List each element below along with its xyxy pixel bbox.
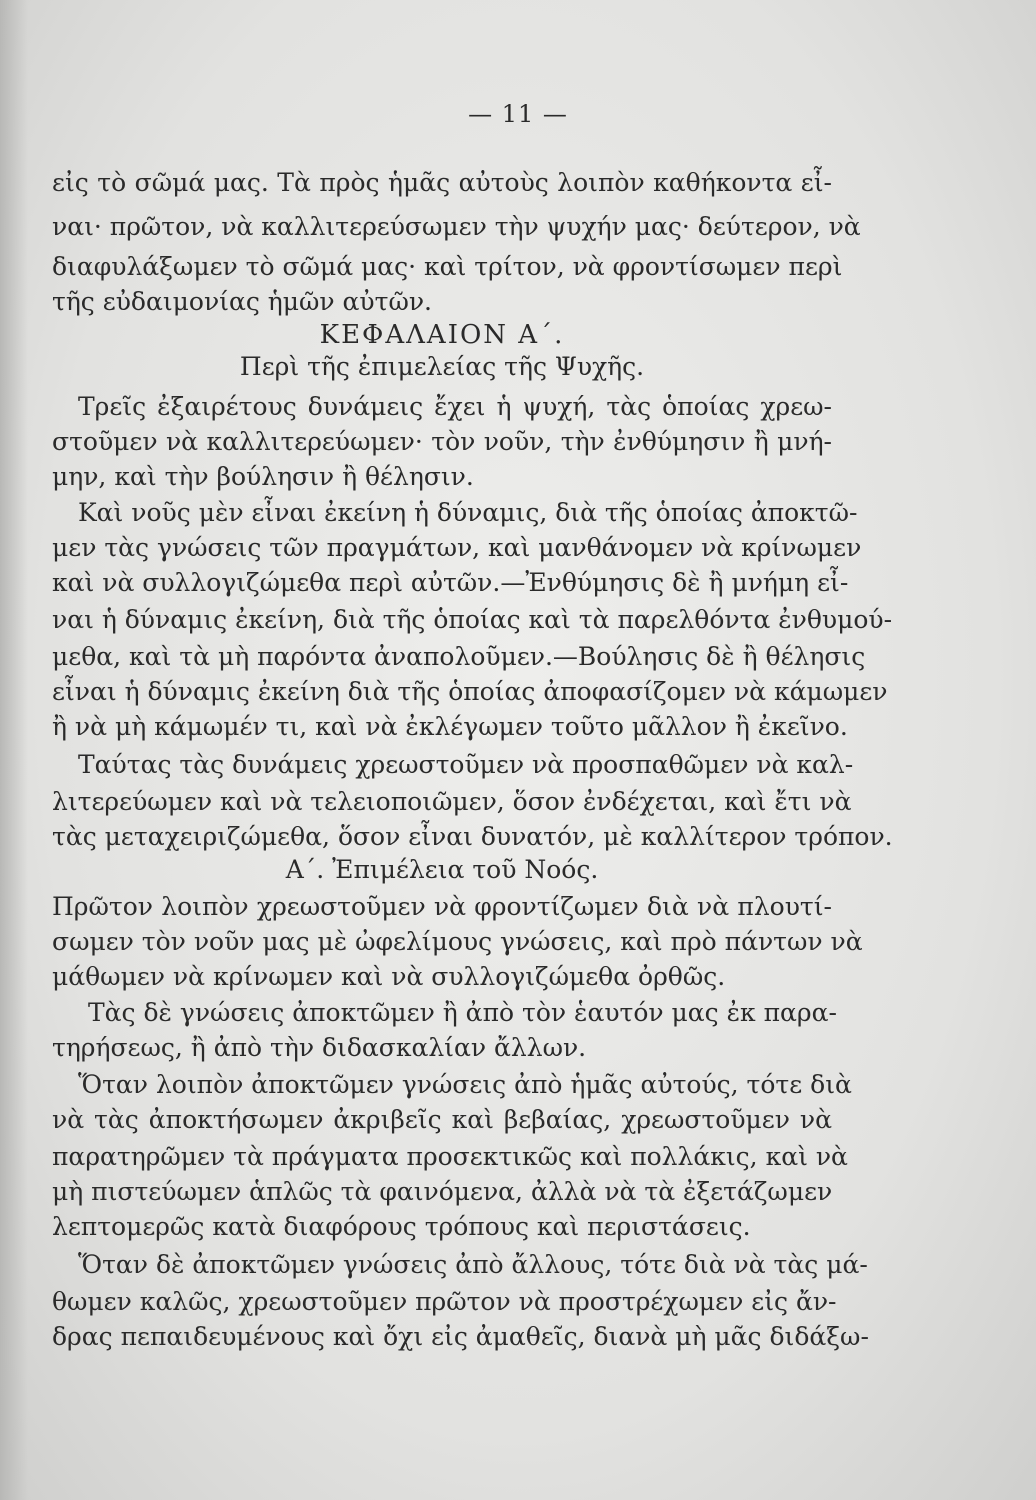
chapter-subtitle: Περὶ τῆς ἐπιμελείας τῆς Ψυχῆς. xyxy=(239,352,645,381)
text-line: λιτερεύωμεν καὶ νὰ τελειοποιῶμεν, ὅσον ἐνδέχεται, καὶ ἔτι νὰ xyxy=(52,787,852,816)
text-line: μάθωμεν νὰ κρίνωμεν καὶ νὰ συλλογιζώμεθα ὀρθῶς. xyxy=(52,962,726,991)
text-line: Ὅταν δὲ ἀποκτῶμεν γνώσεις ἀπὸ ἄλλους, τότε διὰ νὰ τὰς μά- xyxy=(78,1250,868,1279)
text-line: νὰ τὰς ἀποκτήσωμεν ἀκριβεῖς καὶ βεβαίας, χρεωστοῦμεν νὰ xyxy=(52,1105,832,1134)
text-line: ναι ἡ δύναμις ἐκείνη, διὰ τῆς ὁποίας καὶ τὰ παρελθόντα ἐνθυμού- xyxy=(52,605,893,634)
text-line: μην, καὶ τὴν βούλησιν ἢ θέλησιν. xyxy=(52,462,474,491)
text-line: τῆς εὐδαιμονίας ἡμῶν αὐτῶν. xyxy=(52,287,432,316)
text-line: τηρήσεως, ἢ ἀπὸ τὴν διδασκαλίαν ἄλλων. xyxy=(52,1033,587,1062)
text-line: ἢ νὰ μὴ κάμωμέν τι, καὶ νὰ ἐκλέγωμεν τοῦτο μᾶλλον ἢ ἐκεῖνο. xyxy=(52,712,848,741)
text-line: διαφυλάξωμεν τὸ σῶμά μας· καὶ τρίτον, νὰ φροντίσωμεν περὶ xyxy=(52,252,843,281)
text-line: καὶ νὰ συλλογιζώμεθα περὶ αὐτῶν.—Ἐνθύμησις δὲ ἢ μνήμη εἶ- xyxy=(52,568,849,597)
text-line: λεπτομερῶς κατὰ διαφόρους τρόπους καὶ περιστάσεις. xyxy=(52,1212,751,1241)
text-line: Ταύτας τὰς δυνάμεις χρεωστοῦμεν νὰ προσπαθῶμεν νὰ καλ- xyxy=(78,750,854,779)
text-line: Τρεῖς ἐξαιρέτους δυνάμεις ἔχει ἡ ψυχή, τὰς ὁποίας χρεω- xyxy=(78,392,832,421)
text-line: εἶναι ἡ δύναμις ἐκείνη διὰ τῆς ὁποίας ἀποφασίζομεν νὰ κάμωμεν xyxy=(52,677,888,706)
text-line: Πρῶτον λοιπὸν χρεωστοῦμεν νὰ φροντίζωμεν διὰ νὰ πλουτί- xyxy=(52,892,832,921)
text-line: σωμεν τὸν νοῦν μας μὲ ὠφελίμους γνώσεις, καὶ πρὸ πάντων νὰ xyxy=(52,927,863,956)
section-title: Α΄. Ἐπιμέλεια τοῦ Νοός. xyxy=(285,855,599,884)
text-line: εἰς τὸ σῶμά μας. Τὰ πρὸς ἡμᾶς αὐτοὺς λοιπὸν καθήκοντα εἶ- xyxy=(52,168,832,197)
text-line: παρατηρῶμεν τὰ πράγματα προσεκτικῶς καὶ πολλάκις, καὶ νὰ xyxy=(52,1142,848,1171)
text-line: μὴ πιστεύωμεν ἁπλῶς τὰ φαινόμενα, ἀλλὰ νὰ τὰ ἐξετάζωμεν xyxy=(52,1177,833,1206)
chapter-title: ΚΕΦΑΛΑΙΟΝ Α΄. xyxy=(319,320,565,350)
text-line: μεθα, καὶ τὰ μὴ παρόντα ἀναπολοῦμεν.—Βούλησις δὲ ἢ θέλησις xyxy=(52,642,866,671)
text-line: τὰς μεταχειριζώμεθα, ὅσον εἶναι δυνατόν, μὲ καλλίτερον τρόπον. xyxy=(52,822,893,851)
text-line: στοῦμεν νὰ καλλιτερεύωμεν· τὸν νοῦν, τὴν ἐνθύμησιν ἢ μνή- xyxy=(52,427,832,456)
text-line: δρας πεπαιδευμένους καὶ ὄχι εἰς ἀμαθεῖς, διανὰ μὴ μᾶς διδάξω- xyxy=(52,1322,869,1351)
text-line: Καὶ νοῦς μὲν εἶναι ἐκείνη ἡ δύναμις, διὰ τῆς ὁποίας ἀποκτῶ- xyxy=(78,498,858,527)
text-line: Τὰς δὲ γνώσεις ἀποκτῶμεν ἢ ἀπὸ τὸν ἑαυτόν μας ἐκ παρα- xyxy=(88,998,837,1027)
text-line: μεν τὰς γνώσεις τῶν πραγμάτων, καὶ μανθάνομεν νὰ κρίνωμεν xyxy=(52,533,862,562)
page-number: — 11 — xyxy=(468,100,568,128)
text-line: θωμεν καλῶς, χρεωστοῦμεν πρῶτον νὰ προστρέχωμεν εἰς ἄν- xyxy=(52,1287,837,1316)
text-line: ναι· πρῶτον, νὰ καλλιτερεύσωμεν τὴν ψυχήν μας· δεύτερον, νὰ xyxy=(52,212,861,241)
text-line: Ὅταν λοιπὸν ἀποκτῶμεν γνώσεις ἀπὸ ἡμᾶς αὐτούς, τότε διὰ xyxy=(78,1070,852,1099)
